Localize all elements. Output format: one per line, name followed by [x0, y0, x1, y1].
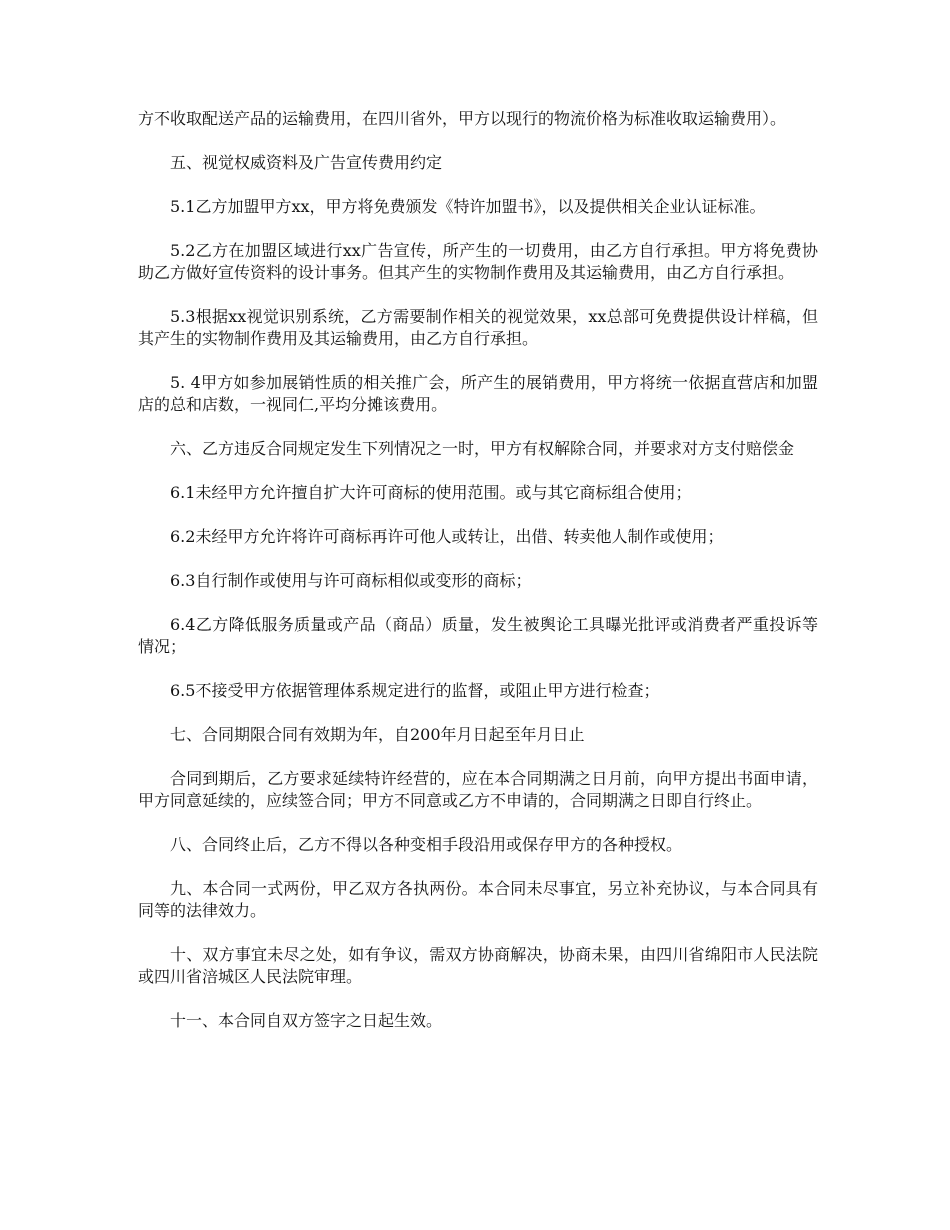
clause-6-5: 6.5不接受甲方依据管理体系规定进行的监督，或阻止甲方进行检查； — [170, 681, 660, 700]
clause-6-3: 6.3自行制作或使用与许可商标相似或变形的商标； — [170, 571, 532, 590]
clause-6-2: 6.2未经甲方允许将许可商标再许可他人或转让，出借、转卖他人制作或使用； — [170, 527, 724, 546]
clause-5-3: 5.3根据xx视觉识别系统，乙方需要制作相关的视觉效果，xx总部可免费提供设计样稿，但其产生的实物制作费用及其运输费用，由乙方自行承担。 — [138, 307, 818, 348]
clause-5-1: 5.1乙方加盟甲方xx，甲方将免费颁发《特许加盟书》，以及提供相关企业认证标准。 — [170, 197, 766, 216]
document-body — [138, 108, 818, 1054]
paragraph-shipping-cost: 方不收取配送产品的运输费用，在四川省外，甲方以现行的物流价格为标准收取运输费用）。 — [138, 109, 787, 128]
clause-5-4: 5. 4甲方如参加展销性质的相关推广会，所产生的展销费用，甲方将统一依据直营店和加盟店的总和店数，一视同仁,平均分摊该费用。 — [138, 373, 818, 414]
clause-5-2: 5.2乙方在加盟区域进行xx广告宣传，所产生的一切费用，由乙方自行承担。甲方将免费协助乙方做好宣传资料的设计事务。但其产生的实物制作费用及其运输费用，由乙方自行承担。 — [138, 241, 818, 282]
heading-section-7: 七、合同期限合同有效期为年，自200年月日起至年月日止 — [170, 725, 585, 744]
heading-section-9: 九、本合同一式两份，甲乙双方各执两份。本合同未尽事宜，另立补充协议，与本合同具有同等的法律效力。 — [138, 879, 818, 920]
clause-6-1: 6.1未经甲方允许擅自扩大许可商标的使用范围。或与其它商标组合使用； — [170, 483, 692, 502]
paragraph-renewal: 合同到期后，乙方要求延续特许经营的，应在本合同期满之日月前，向甲方提出书面申请，甲方同意延续的，应续签合同；甲方不同意或乙方不申请的，合同期满之日即自行终止。 — [138, 769, 818, 810]
heading-section-6: 六、乙方违反合同规定发生下列情况之一时，甲方有权解除合同，并要求对方支付赔偿金 — [170, 439, 795, 458]
heading-section-8: 八、合同终止后，乙方不得以各种变相手段沿用或保存甲方的各种授权。 — [170, 835, 683, 854]
heading-section-11: 十一、本合同自双方签字之日起生效。 — [170, 1011, 443, 1030]
heading-section-10: 十、双方事宜未尽之处，如有争议，需双方协商解决，协商未果，由四川省绵阳市人民法院或四川省涪城区人民法院审理。 — [138, 945, 818, 986]
heading-section-5: 五、视觉权威资料及广告宣传费用约定 — [170, 153, 443, 172]
clause-6-4: 6.4乙方降低服务质量或产品（商品）质量，发生被舆论工具曝光批评或消费者严重投诉等情况； — [138, 615, 818, 656]
